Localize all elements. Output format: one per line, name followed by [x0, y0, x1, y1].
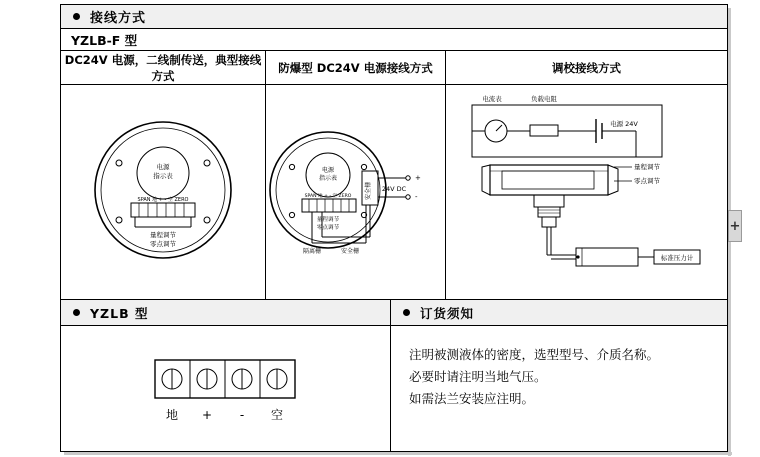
bullet-dot-icon: [403, 309, 410, 316]
diagram-cell-3: [446, 85, 727, 299]
page-title: 接线方式: [90, 11, 147, 26]
order-note-line-1: 注明被测液体的密度，选型型号、介质名称。: [409, 347, 660, 362]
wiring-diagram-calibration: [446, 85, 727, 299]
order-notes: [391, 326, 727, 410]
bullet-dot-icon: [73, 13, 80, 20]
model-label: YZLB-F 型: [71, 32, 138, 48]
diagram2-minus-label: -: [415, 193, 418, 201]
bottom-right-header: [391, 300, 727, 326]
diagram2-note-1: 量程调节: [316, 217, 340, 223]
column-header-row: [61, 51, 727, 85]
diagram-row: [61, 85, 727, 300]
order-note-line-2: 必要时请注明当地气压。: [409, 368, 547, 384]
diagram2-box-label: 安全栅: [365, 181, 372, 201]
wiring-diagram-explosionproof: [266, 85, 446, 299]
spec-sheet: [60, 4, 728, 452]
diagram1-note-2: 零点调节: [150, 240, 176, 248]
diagram-cell-1: [61, 85, 266, 299]
diagram1-center-label-1: 电源: [156, 163, 170, 171]
diagram2-bottom-left-label: 隔离栅: [302, 248, 322, 255]
bottom-left-panel: [61, 300, 391, 452]
diagram1-terminal-text: SPAN 地 + - 空 ZERO: [137, 197, 189, 203]
diagram1-note-1: 量程调节: [150, 231, 176, 239]
expand-panel-tab[interactable]: [728, 210, 742, 242]
wiring-diagram-typical: [61, 85, 266, 299]
bottom-left-header: [61, 300, 390, 326]
model-row: [61, 29, 727, 51]
order-note-line-3: 如需法兰安装应注明。: [409, 390, 535, 406]
terminal-label-0: 地: [165, 408, 179, 422]
diagram2-bottom-right-label: 安全栅: [340, 248, 360, 255]
diagram-cell-2: [266, 85, 446, 299]
diagram3-meter-label: 电流表: [482, 95, 502, 103]
diagram2-center-label-2: 指示表: [318, 175, 338, 182]
terminal-label-2: -: [239, 408, 245, 422]
terminal-label-1: +: [201, 408, 213, 422]
bullet-dot-icon: [73, 309, 80, 316]
expand-plus-icon: +: [729, 218, 741, 234]
diagram3-gauge-label: 标准压力计: [660, 254, 694, 262]
diagram2-note-2: 零点调节: [316, 225, 340, 231]
diagram3-zero-label: 零点调节: [634, 177, 660, 185]
bottom-right-panel: [391, 300, 727, 452]
diagram1-center-label-2: 指示表: [153, 172, 173, 180]
bottom-right-title: 订货须知: [420, 305, 475, 321]
diagram2-plus-label: +: [415, 174, 421, 182]
column-header-3: 调校接线方式: [552, 60, 621, 75]
diagram3-span-label: 量程调节: [634, 163, 660, 171]
section-header: [61, 5, 727, 29]
column-header-1: DC24V 电源，二线制传送，典型接线方式: [61, 51, 266, 84]
bottom-left-title: YZLB 型: [90, 305, 149, 321]
diagram3-supply-label: 电源 24V: [610, 120, 638, 128]
terminal-block-diagram: [61, 326, 390, 450]
diagram3-load-label: 负载电阻: [531, 95, 557, 103]
diagram2-supply-label: 24V DC: [381, 185, 407, 193]
diagram2-center-label-1: 电源: [321, 167, 335, 174]
terminal-label-3: 空: [270, 408, 284, 422]
diagram2-terminal-text: SPAN 地 + - 空 ZERO: [304, 194, 352, 199]
column-header-2: 防爆型 DC24V 电源接线方式: [266, 51, 446, 84]
